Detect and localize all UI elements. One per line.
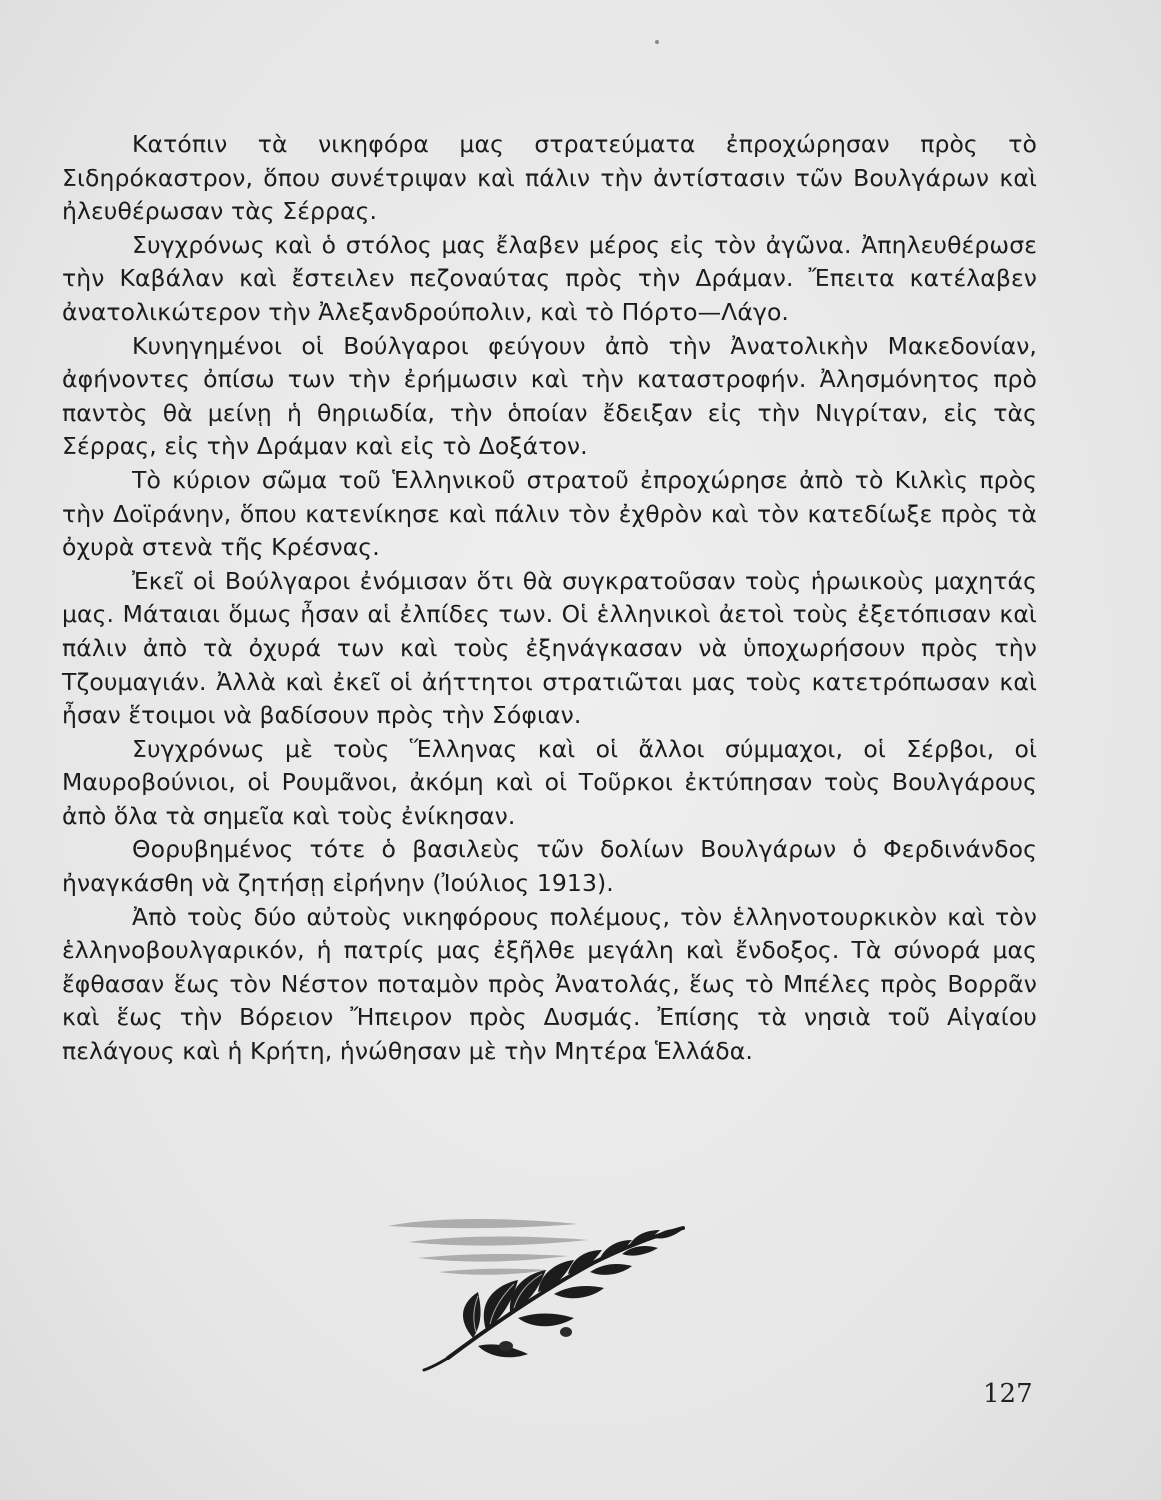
paragraph-4: Τὸ κύριον σῶμα τοῦ Ἑλληνικοῦ στρατοῦ ἐπροχώρησε ἀπὸ τὸ Κιλκὶς πρὸς τὴν Δοϊράνην, ὅπου κατενίκησε καὶ πάλιν τὸν ἐχθρὸν καὶ τὸν κατεδίωξε πρὸς τὰ ὀχυρὰ στενὰ τῆς Κρέσνας. <box>62 465 1037 562</box>
paragraph-3: Κυνηγημένοι οἱ Βούλγαροι φεύγουν ἀπὸ τὴν Ἀνατολικὴν Μακεδονίαν, ἀφήνοντες ὀπίσω των τὴν ἐρήμωσιν καὶ τὴν καταστροφήν. Ἀλησμόνητος πρὸ παντὸς θὰ μείνῃ ἡ θηριωδία, τὴν ὁποίαν ἔδειξαν εἰς τὴν Νιγρίταν, εἰς τὰς Σέρρας, εἰς τὴν Δράμαν καὶ εἰς τὸ Δοξάτον. <box>62 331 1037 461</box>
ink-speck <box>655 40 659 44</box>
paragraph-2: Συγχρόνως καὶ ὁ στόλος μας ἔλαβεν μέρος εἰς τὸν ἀγῶνα. Ἀπηλευθέρωσε τὴν Καβάλαν καὶ ἔστειλεν πεζοναύτας πρὸς τὴν Δράμαν. Ἔπειτα κατέλαβεν ἀνατολικώτερον τὴν Ἀλεξανδρούπολιν, καὶ τὸ Πόρτο—Λάγο. <box>62 230 1037 326</box>
page-number: 127 <box>983 1379 1033 1409</box>
paragraph-6: Συγχρόνως μὲ τοὺς Ἕλληνας καὶ οἱ ἄλλοι σύμμαχοι, οἱ Σέρβοι, οἱ Μαυροβούνιοι, οἱ Ρουμᾶνοι, ἀκόμη καὶ οἱ Τοῦρκοι ἐκτύπησαν τοὺς Βουλγάρους ἀπὸ ὅλα τὰ σημεῖα καὶ τοὺς ἐνίκησαν. <box>62 734 1037 830</box>
paragraph-1: Κατόπιν τὰ νικηφόρα μας στρατεύματα ἐπροχώρησαν πρὸς τὸ Σιδηρόκαστρον, ὅπου συνέτριψαν καὶ πάλιν τὴν ἀντίστασιν τῶν Βουλγάρων καὶ ἠλευθέρωσαν τὰς Σέρρας. <box>62 130 1037 226</box>
paragraph-7: Θορυβημένος τότε ὁ βασιλεὺς τῶν δολίων Βουλγάρων ὁ Φερδινάνδος ἠναγκάσθη νὰ ζητήσῃ εἰρήνην (Ἰούλιος 1913). <box>62 835 1037 898</box>
paragraph-5: Ἐκεῖ οἱ Βούλγαροι ἐνόμισαν ὅτι θὰ συγκρατοῦσαν τοὺς ἡρωικοὺς μαχητάς μας. Μάταιαι ὅμως ἦσαν αἱ ἐλπίδες των. Οἱ ἑλληνικοὶ ἀετοὶ τοὺς ἐξετόπισαν καὶ πάλιν ἀπὸ τὰ ὀχυρά των καὶ τοὺς ἐξηνάγκασαν νὰ ὑποχωρήσουν πρὸς τὴν Τζουμαγιάν. Ἀλλὰ καὶ ἐκεῖ οἱ ἀήττητοι στρατιῶται μας τοὺς κατετρόπωσαν καὶ ἦσαν ἕτοιμοι νὰ βαδίσουν πρὸς τὴν Σόφιαν. <box>62 566 1037 730</box>
body-text <box>62 128 1037 1069</box>
laurel-branch-icon <box>378 1208 698 1378</box>
paragraph-8: Ἀπὸ τοὺς δύο αὐτοὺς νικηφόρους πολέμους, τὸν ἑλληνοτουρκικὸν καὶ τὸν ἑλληνοβουλγαρικόν, ἡ πατρίς μας ἐξῆλθε μεγάλη καὶ ἔνδοξος. Τὰ σύνορά μας ἔφθασαν ἕως τὸν Νέστον ποταμὸν πρὸς Ἀνατολάς, ἕως τὸ Μπέλες πρὸς Βορρᾶν καὶ ἕως τὴν Βόρειον Ἤπειρον πρὸς Δυσμάς. Ἐπίσης τὰ νησιὰ τοῦ Αἰγαίου πελάγους καὶ ἡ Κρήτη, ἡνώθησαν μὲ τὴν Μητέρα Ἑλλάδα. <box>62 902 1037 1066</box>
